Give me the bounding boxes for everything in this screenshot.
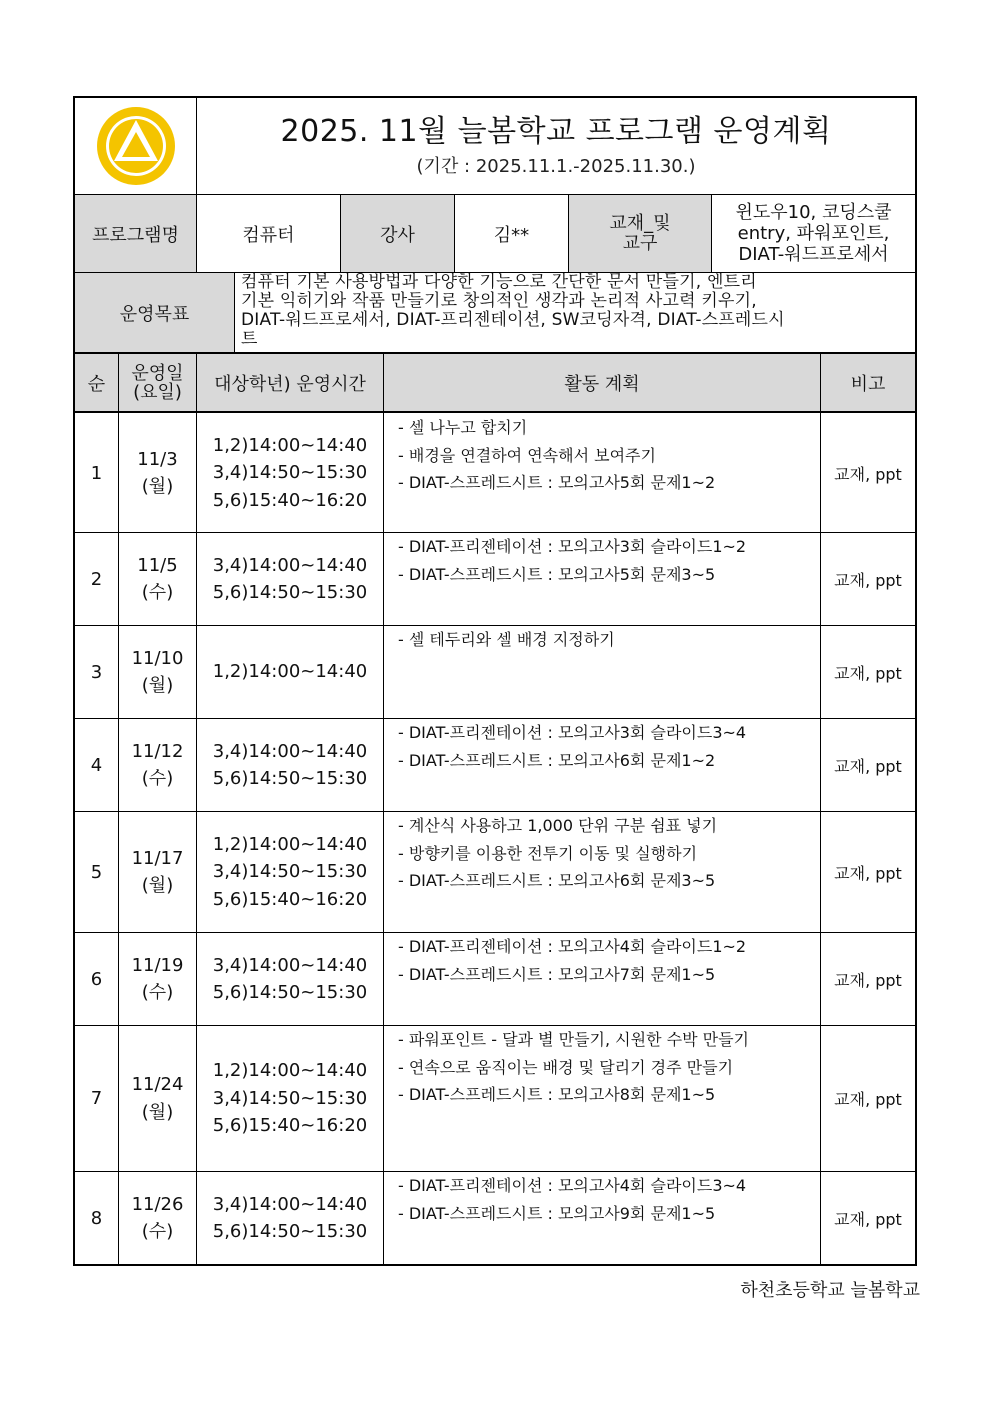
material-line: 윈도우10, 코딩스쿨 <box>735 202 892 223</box>
row-date-value: 11/5 <box>137 554 178 576</box>
row-date-value: 11/12 <box>131 740 184 762</box>
row-note: 교재, ppt <box>834 970 902 990</box>
school-logo <box>75 98 196 194</box>
row-times <box>197 933 383 1025</box>
row-date <box>119 719 196 811</box>
row-date-value: 11/26 <box>131 1193 184 1215</box>
row-plan-line: - DIAT-프리젠테이션 : 모의고사3회 슬라이드1~2 <box>398 537 747 556</box>
row-plans <box>384 533 820 625</box>
row-plan-line: - DIAT-프리젠테이션 : 모의고사3회 슬라이드3~4 <box>398 723 747 742</box>
row-number: 5 <box>90 861 103 883</box>
row-date <box>119 1172 196 1264</box>
row-plan-line: - 파워포인트 - 달과 별 만들기, 시원한 수박 만들기 <box>398 1030 749 1049</box>
goal-line: DIAT-워드프로세서, DIAT-프리젠테이션, SW코딩자격, DIAT-스프레드시 <box>241 310 785 330</box>
col-header-date-line1: 운영일 <box>131 362 184 384</box>
row-number: 8 <box>90 1207 103 1229</box>
row-time-line: 5,6)15:40~16:20 <box>212 1115 368 1137</box>
row-plans <box>384 414 820 532</box>
row-plan-line: - 셀 테두리와 셀 배경 지정하기 <box>398 630 615 649</box>
row-note: 교재, ppt <box>834 756 902 776</box>
col-header-no: 순 <box>87 373 106 395</box>
row-day-value: (월) <box>141 875 174 896</box>
row-times <box>197 1172 383 1264</box>
row-time-line: 5,6)15:40~16:20 <box>212 489 368 511</box>
goal-line: 트 <box>241 329 258 349</box>
footer-school-name: 하천초등학교 늘봄학교 <box>740 1280 920 1301</box>
row-time-line: 3,4)14:50~15:30 <box>212 861 368 883</box>
row-plans <box>384 1172 820 1264</box>
row-plan-line: - DIAT-스프레드시트 : 모의고사6회 문제1~2 <box>398 750 716 770</box>
row-date-value: 11/19 <box>131 954 184 976</box>
row-date-value: 11/17 <box>131 847 184 869</box>
row-plan-line: - 배경을 연결하여 연속해서 보여주기 <box>398 445 656 465</box>
row-date <box>119 933 196 1025</box>
row-time-line: 1,2)14:00~14:40 <box>212 434 368 456</box>
page-title: 2025. 11월 늘봄학교 프로그램 운영계획 <box>280 114 832 149</box>
row-plan-line: - 방향키를 이용한 전투기 이동 및 실행하기 <box>398 843 698 863</box>
row-note: 교재, ppt <box>834 1209 902 1229</box>
goal-line: 컴퓨터 기본 사용방법과 다양한 기능으로 간단한 문서 만들기, 엔트리 <box>241 273 757 292</box>
row-day-value: (월) <box>141 1101 174 1123</box>
row-number: 4 <box>90 754 103 776</box>
row-number: 2 <box>90 568 103 590</box>
row-times <box>197 626 383 718</box>
row-note: 교재, ppt <box>834 1090 902 1109</box>
program-value: 컴퓨터 <box>242 224 295 246</box>
row-number: 7 <box>90 1088 103 1109</box>
row-number: 1 <box>90 462 103 484</box>
period-text: (기간 : 2025.11.1.-2025.11.30.) <box>416 156 696 177</box>
col-header-date <box>119 354 196 411</box>
teacher-value: 김** <box>493 224 530 246</box>
row-time-line: 3,4)14:00~14:40 <box>212 1193 368 1215</box>
row-time-line: 5,6)14:50~15:30 <box>212 582 368 603</box>
row-plan-line: - DIAT-스프레드시트 : 모의고사6회 문제3~5 <box>398 871 716 890</box>
row-number: 3 <box>90 661 103 683</box>
row-date <box>119 414 196 532</box>
row-time-line: 5,6)14:50~15:30 <box>212 768 368 789</box>
row-times <box>197 719 383 811</box>
row-time-line: 1,2)14:00~14:40 <box>212 833 368 855</box>
row-note: 교재, ppt <box>834 570 902 590</box>
row-time-line: 3,4)14:00~14:40 <box>212 554 368 576</box>
row-plan-line: - DIAT-스프레드시트 : 모의고사5회 문제3~5 <box>398 564 716 584</box>
row-date <box>119 626 196 718</box>
row-plan-line: - 계산식 사용하고 1,000 단위 구분 쉼표 넣기 <box>398 816 718 835</box>
row-plan-line: - DIAT-스프레드시트 : 모의고사5회 문제1~2 <box>398 473 716 492</box>
row-date <box>119 812 196 932</box>
row-note: 교재, ppt <box>834 663 902 683</box>
row-time-line: 1,2)14:00~14:40 <box>212 1060 368 1082</box>
row-plan-line: - DIAT-스프레드시트 : 모의고사8회 문제1~5 <box>398 1085 716 1104</box>
row-date-value: 11/24 <box>131 1074 184 1095</box>
row-day-value: (월) <box>141 476 174 497</box>
row-day-value: (수) <box>141 582 174 603</box>
material-label-line1: 교재_및 <box>609 212 671 234</box>
col-header-date-line2: (요일) <box>133 381 182 403</box>
row-day-value: (수) <box>141 768 174 789</box>
row-plans <box>384 626 820 718</box>
row-plan-line: - 셀 나누고 합치기 <box>398 418 528 437</box>
row-times <box>197 414 383 532</box>
material-label-line2: 교구 <box>622 232 658 254</box>
row-plans <box>384 812 820 932</box>
material-value <box>712 195 915 272</box>
logo-emblem-icon <box>94 104 178 188</box>
row-plans <box>384 719 820 811</box>
teacher-label: 강사 <box>380 224 415 246</box>
row-time-line: 3,4)14:50~15:30 <box>212 462 368 484</box>
row-time-line: 3,4)14:00~14:40 <box>212 740 368 762</box>
row-plan-line: - DIAT-프리젠테이션 : 모의고사4회 슬라이드1~2 <box>398 937 747 956</box>
row-time-line: 1,2)14:00~14:40 <box>212 661 368 683</box>
row-times <box>197 1026 383 1171</box>
row-number: 6 <box>90 968 103 990</box>
col-header-time: 대상학년) 운영시간 <box>214 373 366 395</box>
row-plan-line: - 연속으로 움직이는 배경 및 달리기 경주 만들기 <box>398 1057 734 1077</box>
row-note: 교재, ppt <box>834 863 902 883</box>
material-line: entry, 파워포인트, <box>737 223 890 244</box>
row-time-line: 3,4)14:50~15:30 <box>212 1087 368 1109</box>
col-header-plan: 활동 계획 <box>564 373 640 395</box>
row-plan-line: - DIAT-프리젠테이션 : 모의고사4회 슬라이드3~4 <box>398 1176 747 1195</box>
row-date <box>119 533 196 625</box>
goal-text <box>241 273 913 352</box>
row-date-value: 11/3 <box>137 448 178 470</box>
row-time-line: 5,6)14:50~15:30 <box>212 982 368 1003</box>
program-label: 프로그램명 <box>92 224 179 246</box>
row-plans <box>384 1026 820 1171</box>
row-date <box>119 1026 196 1171</box>
row-plan-line: - DIAT-스프레드시트 : 모의고사7회 문제1~5 <box>398 964 716 984</box>
material-label <box>569 195 711 272</box>
material-line: DIAT-워드프로세서 <box>738 244 889 265</box>
row-time-line: 5,6)14:50~15:30 <box>212 1221 368 1242</box>
row-plan-line: - DIAT-스프레드시트 : 모의고사9회 문제1~5 <box>398 1203 716 1223</box>
row-times <box>197 812 383 932</box>
goal-line: 기본 익히기와 작품 만들기로 창의적인 생각과 논리적 사고력 키우기, <box>241 291 757 311</box>
row-note: 교재, ppt <box>834 464 902 484</box>
goal-label: 운영목표 <box>119 303 190 325</box>
col-header-note: 비고 <box>850 373 886 395</box>
row-day-value: (수) <box>141 1221 174 1242</box>
row-time-line: 3,4)14:00~14:40 <box>212 954 368 976</box>
row-plans <box>384 933 820 1025</box>
row-day-value: (수) <box>141 982 174 1003</box>
row-time-line: 5,6)15:40~16:20 <box>212 888 368 910</box>
row-date-value: 11/10 <box>131 647 184 669</box>
row-day-value: (월) <box>141 675 174 696</box>
row-times <box>197 533 383 625</box>
plan-table <box>73 96 917 1266</box>
